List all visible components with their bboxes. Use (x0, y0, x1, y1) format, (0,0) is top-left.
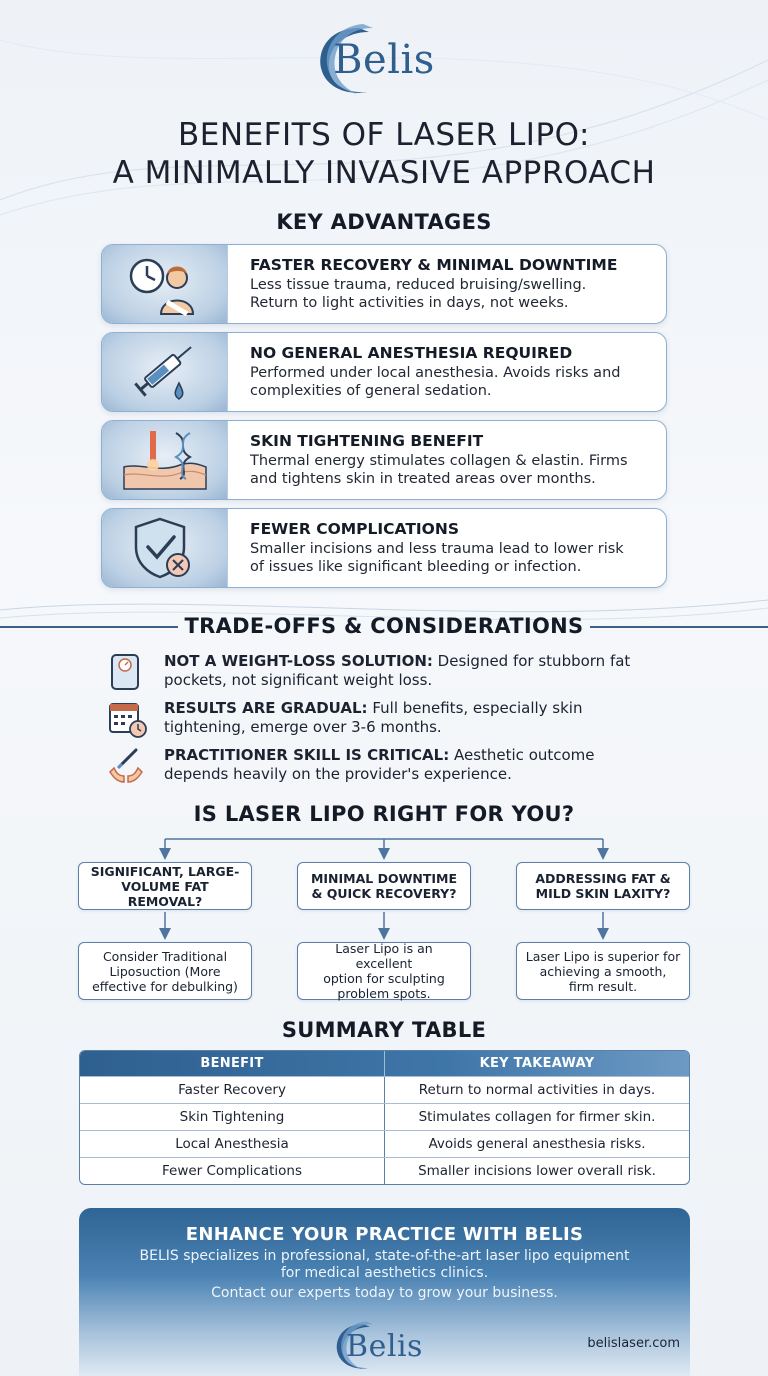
advantage-card-anesthesia (101, 332, 667, 412)
tradeoff-item: PRACTITIONER SKILL IS CRITICAL: Aesthetic outcome depends heavily on the provider's experience. (106, 746, 666, 784)
flow-answer-2: Laser Lipo is an excellent option for sculpting problem spots. (297, 942, 471, 1000)
card-description: Performed under local anesthesia. Avoids risks and complexities of general sedation. (250, 365, 621, 399)
cta-line-2: for medical aesthetics clinics. (280, 1265, 489, 1281)
page-title (0, 116, 768, 192)
logo-wordmark: Belis (333, 37, 435, 83)
flow-question-3: ADDRESSING FAT & MILD SKIN LAXITY? (516, 862, 690, 910)
tradeoff-label: RESULTS ARE GRADUAL: (164, 699, 368, 717)
summary-heading: SUMMARY TABLE (281, 1018, 487, 1042)
tradeoff-label: NOT A WEIGHT-LOSS SOLUTION: (164, 652, 433, 670)
column-header-benefit: BENEFIT (80, 1051, 385, 1076)
scale-icon (106, 652, 150, 692)
flow-question-2: MINIMAL DOWNTIME & QUICK RECOVERY? (297, 862, 471, 910)
table-header (80, 1051, 689, 1076)
flow-question-1: SIGNIFICANT, LARGE- VOLUME FAT REMOVAL? (78, 862, 252, 910)
summary-table (79, 1050, 690, 1185)
logo-wordmark: Belis (346, 1328, 423, 1364)
cta-panel (79, 1208, 690, 1376)
cta-heading: ENHANCE YOUR PRACTICE WITH BELIS (185, 1224, 584, 1245)
cta-line-3: Contact our experts today to grow your business. (211, 1285, 558, 1301)
advantage-card-complications (101, 508, 667, 588)
card-description: Smaller incisions and less trauma lead to lower risk of issues like significant bleeding or infection. (250, 541, 624, 575)
calendar-icon (106, 699, 150, 739)
hands-tool-icon (106, 746, 150, 786)
shield-check-icon (102, 509, 228, 587)
column-header-takeaway: KEY TAKEAWAY (479, 1056, 595, 1071)
advantage-card-recovery (101, 244, 667, 324)
syringe-icon (102, 333, 228, 411)
tradeoffs-heading: TRADE-OFFS & CONSIDERATIONS (184, 614, 584, 638)
flowchart-heading: IS LASER LIPO RIGHT FOR YOU? (193, 802, 575, 826)
title-line-1: BENEFITS OF LASER LIPO: (178, 117, 590, 153)
card-title: FEWER COMPLICATIONS (250, 520, 459, 538)
tradeoff-item: NOT A WEIGHT-LOSS SOLUTION: Designed for stubborn fat pockets, not significant weight loss. (106, 652, 666, 690)
key-advantages-heading: KEY ADVANTAGES (276, 210, 492, 234)
flow-answer-3: Laser Lipo is superior for achieving a smooth, firm result. (516, 942, 690, 1000)
flow-answer-1: Consider Traditional Liposuction (More effective for debulking) (78, 942, 252, 1000)
card-description: Thermal energy stimulates collagen & elastin. Firms and tightens skin in treated areas over months. (250, 453, 628, 487)
table-row: Skin Tightening Stimulates collagen for firmer skin. (80, 1103, 689, 1130)
table-row: Fewer Complications Smaller incisions lower overall risk. (80, 1157, 689, 1184)
clock-person-icon (102, 245, 228, 323)
card-title: FASTER RECOVERY & MINIMAL DOWNTIME (250, 256, 618, 274)
table-row: Local Anesthesia Avoids general anesthesia risks. (80, 1130, 689, 1157)
brand-logo (0, 22, 768, 98)
card-title: NO GENERAL ANESTHESIA REQUIRED (250, 344, 573, 362)
tradeoff-label: PRACTITIONER SKILL IS CRITICAL: (164, 746, 450, 764)
table-row: Faster Recovery Return to normal activities in days. (80, 1076, 689, 1103)
tradeoff-item: RESULTS ARE GRADUAL: Full benefits, especially skin tightening, emerge over 3-6 months. (106, 699, 666, 737)
cta-line-1: BELIS specializes in professional, state-of-the-art laser lipo equipment (139, 1248, 630, 1264)
card-description: Less tissue trauma, reduced bruising/swelling. Return to light activities in days, not weeks. (250, 277, 587, 311)
skin-laser-icon (102, 421, 228, 499)
advantage-card-skin (101, 420, 667, 500)
title-line-2: A MINIMALLY INVASIVE APPROACH (112, 155, 656, 191)
website-url[interactable]: belislaser.com (587, 1336, 680, 1351)
card-title: SKIN TIGHTENING BENEFIT (250, 432, 484, 450)
